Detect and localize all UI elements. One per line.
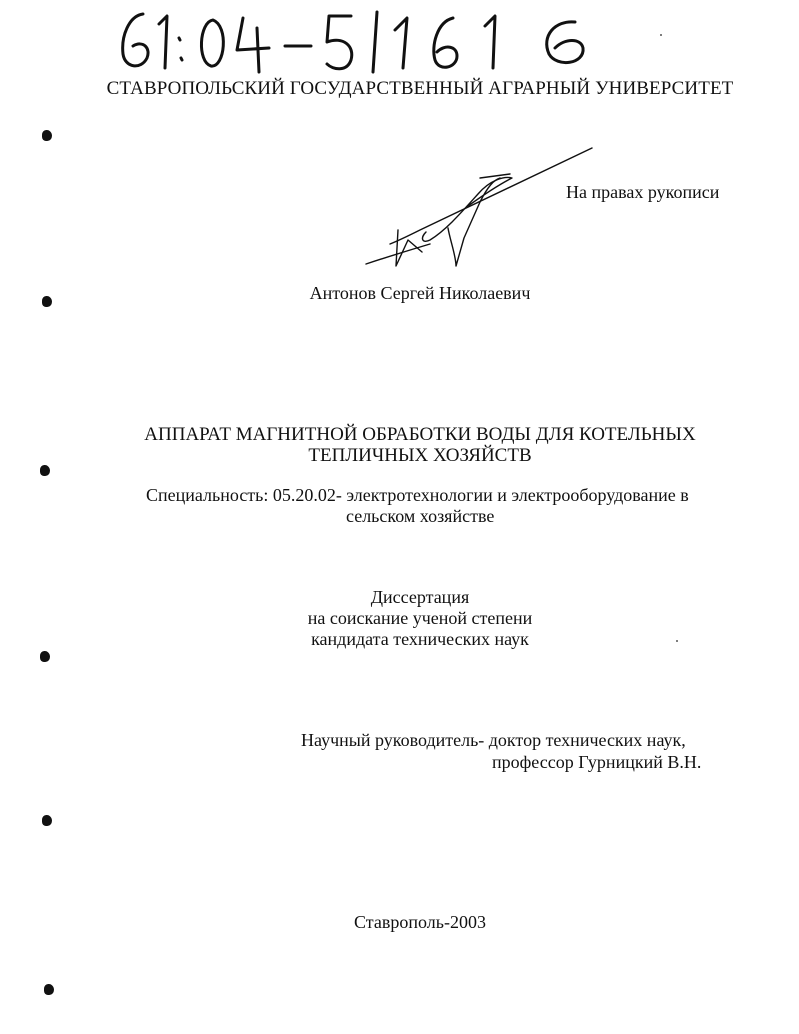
binding-hole-mark — [42, 130, 52, 141]
degree-purpose: на соискание ученой степени — [307, 608, 533, 628]
binding-hole-mark — [40, 651, 50, 662]
supervisor-line-1: Научный руководитель- доктор технических наук, — [301, 730, 686, 750]
binding-hole-mark — [44, 984, 54, 995]
title-line-1: АППАРАТ МАГНИТНОЙ ОБРАБОТКИ ВОДЫ ДЛЯ КОТЕЛЬНЫХ — [144, 424, 696, 445]
scan-speck — [676, 640, 678, 642]
speciality — [146, 485, 706, 527]
city-year: Ставрополь-2003 — [354, 912, 486, 932]
scientific-supervisor — [301, 729, 721, 773]
author-name: Антонов Сергей Николаевич — [309, 283, 531, 303]
dissertation-degree — [0, 587, 799, 650]
title-line-2: ТЕПЛИЧНЫХ ХОЗЯЙСТВ — [308, 445, 532, 466]
binding-hole-mark — [40, 465, 50, 476]
supervisor-line-2: профессор Гурницкий В.Н. — [492, 752, 702, 772]
speciality-line-2: сельском хозяйстве — [346, 506, 495, 526]
binding-hole-mark — [42, 815, 52, 826]
handwritten-archive-code — [115, 2, 615, 78]
university-name: СТАВРОПОЛЬСКИЙ ГОСУДАРСТВЕННЫЙ АГРАРНЫЙ УНИВЕРСИТЕТ — [106, 78, 734, 99]
binding-hole-mark — [42, 296, 52, 307]
dissertation-label: Диссертация — [370, 587, 470, 607]
dissertation-title — [0, 424, 799, 466]
author-signature — [360, 144, 600, 274]
scan-speck — [660, 34, 662, 36]
rights-note: На правах рукописи — [566, 182, 720, 202]
degree-name: кандидата технических наук — [311, 629, 529, 649]
speciality-line-1: Специальность: 05.20.02- электротехнологии и электрооборудование в — [146, 485, 689, 505]
